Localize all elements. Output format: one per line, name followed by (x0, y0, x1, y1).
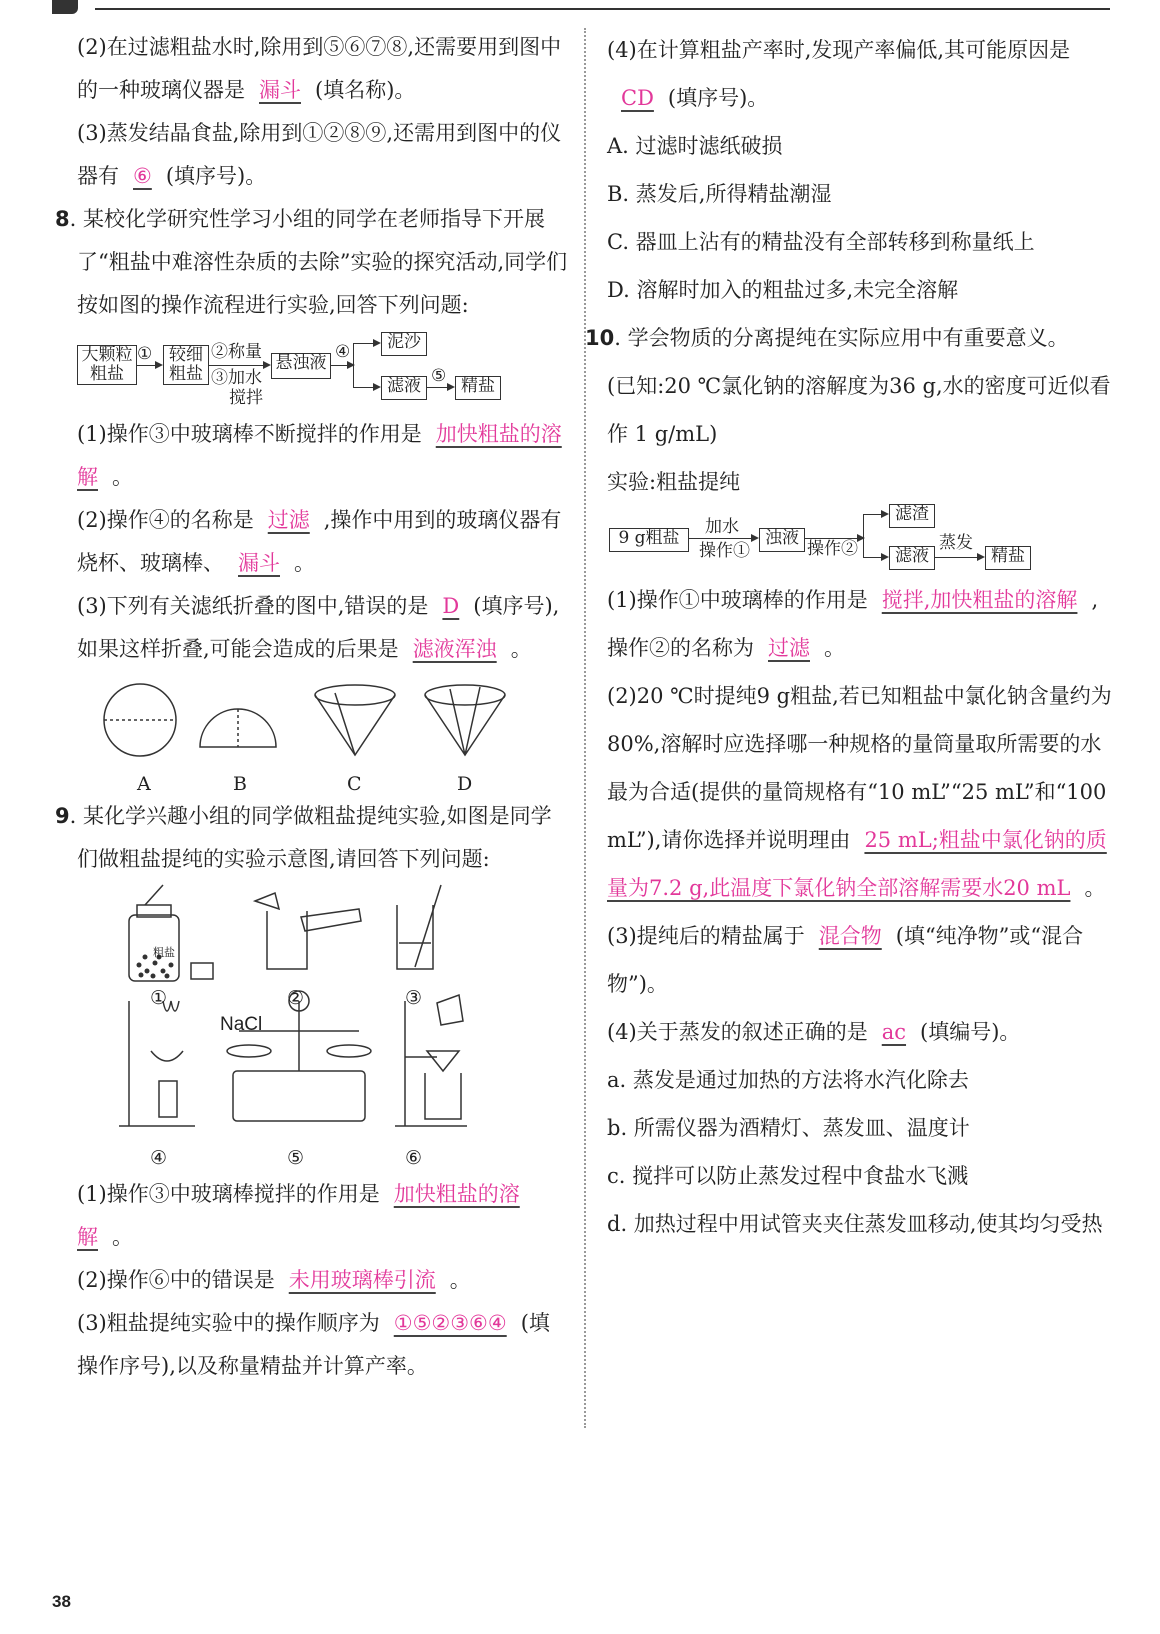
answer: 漏斗 (238, 551, 280, 575)
flow-label: ① (137, 344, 153, 364)
flow-arrow (353, 387, 379, 388)
q10-stem: 10. 学会物质的分离提纯在实际应用中有重要意义。 (585, 326, 1069, 350)
answer: 加快粗盐的溶解 (77, 422, 562, 489)
answer: 加快粗盐的溶解 (77, 1182, 520, 1249)
q9-3: (3)粗盐提纯实验中的操作顺序为 ①⑤②③⑥④ (填操作序号),以及称量精盐并计算产率。 (77, 1311, 550, 1378)
q9-1: (1)操作③中玻璃棒搅拌的作用是 加快粗盐的溶解 。 (77, 1182, 520, 1249)
q8-2: (2)操作④的名称是 过滤 ,操作中用到的玻璃仪器有烧杯、玻璃棒、 漏斗 。 (77, 508, 562, 575)
flow-box: 浊液 (759, 528, 805, 552)
flow-box: 滤液 (381, 376, 427, 400)
q9-option-c: C. 器皿上沾有的精盐没有全部转移到称量纸上 (607, 230, 1035, 254)
flow-arrow (427, 387, 453, 388)
flow-line (331, 365, 353, 366)
flow-label: 操作② (807, 539, 858, 559)
flow-arrow (935, 557, 983, 558)
q9-4: (4)在计算粗盐产率时,发现产率偏低,其可能原因是CD (填序号)。 (607, 38, 1071, 110)
fig-label: ② (287, 987, 305, 1009)
fold-c (315, 685, 395, 755)
flow-label: ④ (335, 342, 351, 362)
flow-branch (353, 343, 354, 388)
fig-label: C (347, 773, 362, 795)
column-divider (584, 28, 586, 1428)
flow-label: ③加水 (211, 368, 262, 388)
q10-2: (2)20 ℃时提纯9 g粗盐,若已知粗盐中氯化钠含量约为80%,溶解时应选择哪一种规格的量筒量取所需要的水最为合适(提供的量筒规格有“10 mL”“25 mL”和“100 mL”),请你选择并说明理由 25 mL;粗盐中氯化钠的质量为7.2 g,此温度下氯化钠全部溶解需要水20 mL 。 (607, 684, 1112, 900)
q10-experiment: 实验:粗盐提纯 (607, 470, 741, 494)
flow-label: 搅拌 (229, 388, 263, 408)
flow-arrow (863, 557, 887, 558)
q10-3: (3)提纯后的精盐属于 混合物 (填“纯净物”或“混合物”)。 (607, 924, 1084, 996)
flow-box: 泥沙 (381, 332, 427, 356)
answer: 混合物 (818, 924, 882, 948)
q9-option-d: D. 溶解时加入的粗盐过多,未完全溶解 (607, 278, 959, 302)
q10-option-a: a. 蒸发是通过加热的方法将水汽化除去 (607, 1068, 969, 1092)
answer: CD (621, 86, 654, 110)
q10-known: (已知:20 ℃氯化钠的溶解度为36 g,水的密度可近似看作 1 g/mL) (607, 374, 1111, 446)
fold-a (104, 684, 176, 756)
answer: ①⑤②③⑥④ (393, 1311, 507, 1335)
flow-box: 9 g粗盐 (609, 528, 689, 552)
answer: D (442, 594, 460, 618)
fig-label: ⑥ (405, 1147, 423, 1169)
flow-label: 加水 (705, 517, 739, 537)
fig-label: A (137, 773, 151, 795)
flow-branch (863, 514, 864, 558)
flow-label: ②称量 (211, 342, 262, 362)
answer: ac (881, 1020, 907, 1044)
filter-fold-figures (55, 671, 570, 795)
q7-3: (3)蒸发结晶食盐,除用到①②⑧⑨,还需用到图中的仪器有 ⑥ (填序号)。 (77, 121, 562, 188)
q8-3: (3)下列有关滤纸折叠的图中,错误的是 D (填序号),如果这样折叠,可能会造成的后果是 滤液浑浊 。 (77, 594, 560, 661)
q10-4: (4)关于蒸发的叙述正确的是 ac (填编号)。 (607, 1020, 1021, 1044)
flow-label: 蒸发 (939, 533, 973, 553)
q10-1: (1)操作①中玻璃棒的作用是 搅拌,加快粗盐的溶解 ,操作②的名称为 过滤 。 (607, 588, 1099, 660)
flowchart-q8 (55, 331, 570, 411)
fig-label: B (233, 773, 247, 795)
fold-b (200, 709, 276, 747)
apparatus-svg (115, 881, 535, 1173)
nacl-label: NaCl (220, 1014, 263, 1035)
flow-arrow (137, 365, 161, 366)
answer: 漏斗 (259, 78, 301, 102)
flowchart-q10 (607, 504, 1117, 574)
flow-box: 滤渣 (889, 504, 935, 528)
flow-arrow (353, 343, 379, 344)
header-rule (95, 8, 1110, 10)
flow-label: ⑤ (431, 366, 447, 386)
flow-box: 滤液 (889, 546, 935, 570)
answer: ⑥ (133, 164, 152, 188)
flow-box: 悬浊液 (271, 353, 331, 379)
jar-label: 粗盐 (153, 946, 175, 959)
q8-1: (1)操作③中玻璃棒不断搅拌的作用是 加快粗盐的溶解 。 (77, 422, 562, 489)
right-column (585, 26, 1117, 1248)
fig-label: ⑤ (287, 1147, 305, 1169)
q10-option-c: c. 搅拌可以防止蒸发过程中食盐水飞溅 (607, 1164, 969, 1188)
answer: 过滤 (267, 508, 310, 532)
flow-box: 精盐 (985, 546, 1031, 570)
q9-option-b: B. 蒸发后,所得精盐潮湿 (607, 182, 832, 206)
q8-stem: 8. 某校化学研究性学习小组的同学在老师指导下开展了“粗盐中难溶性杂质的去除”实验的探究活动,同学们按如图的操作流程进行实验,回答下列问题: (55, 207, 568, 317)
answer: 25 mL;粗盐中氯化钠的质量为7.2 g,此温度下氯化钠全部溶解需要水20 mL (607, 828, 1107, 900)
q9-stem: 9. 某化学兴趣小组的同学做粗盐提纯实验,如图是同学们做粗盐提纯的实验示意图,请回答下列问题: (55, 804, 552, 871)
q9-apparatus-figure (55, 881, 570, 1173)
fold-d (425, 685, 505, 755)
flow-label: 操作① (699, 541, 750, 561)
left-column (55, 26, 570, 1388)
answer: 未用玻璃棒引流 (288, 1268, 436, 1292)
flow-arrow (689, 538, 757, 539)
header-logo (52, 0, 78, 14)
answer: 过滤 (768, 636, 810, 660)
q9-option-a: A. 过滤时滤纸破损 (607, 134, 783, 158)
q7-2: (2)在过滤粗盐水时,除用到⑤⑥⑦⑧,还需要用到图中的一种玻璃仪器是 漏斗 (填名称)。 (77, 35, 562, 102)
flow-arrow (209, 365, 269, 366)
fig-label: ③ (405, 987, 423, 1009)
flow-box: 较细粗盐 (163, 345, 209, 385)
q10-option-d: d. 加热过程中用试管夹夹住蒸发皿移动,使其均匀受热 (607, 1212, 1103, 1236)
flow-box: 精盐 (455, 376, 501, 400)
answer: 搅拌,加快粗盐的溶解 (881, 588, 1078, 612)
page-number: 38 (52, 1592, 71, 1611)
fig-label: ① (150, 987, 168, 1009)
flow-arrow (863, 514, 887, 515)
q10-option-b: b. 所需仪器为酒精灯、蒸发皿、温度计 (607, 1116, 970, 1140)
beaker-stir-icon (397, 885, 441, 969)
fig-label: D (457, 773, 473, 795)
flow-box: 大颗粒粗盐 (77, 345, 137, 385)
beaker-pour-icon (255, 893, 361, 969)
fig-label: ④ (150, 1147, 168, 1169)
answer: 滤液浑浊 (412, 637, 497, 661)
q9-2: (2)操作⑥中的错误是 未用玻璃棒引流 。 (77, 1268, 471, 1292)
filter-fold-svg (95, 675, 575, 770)
